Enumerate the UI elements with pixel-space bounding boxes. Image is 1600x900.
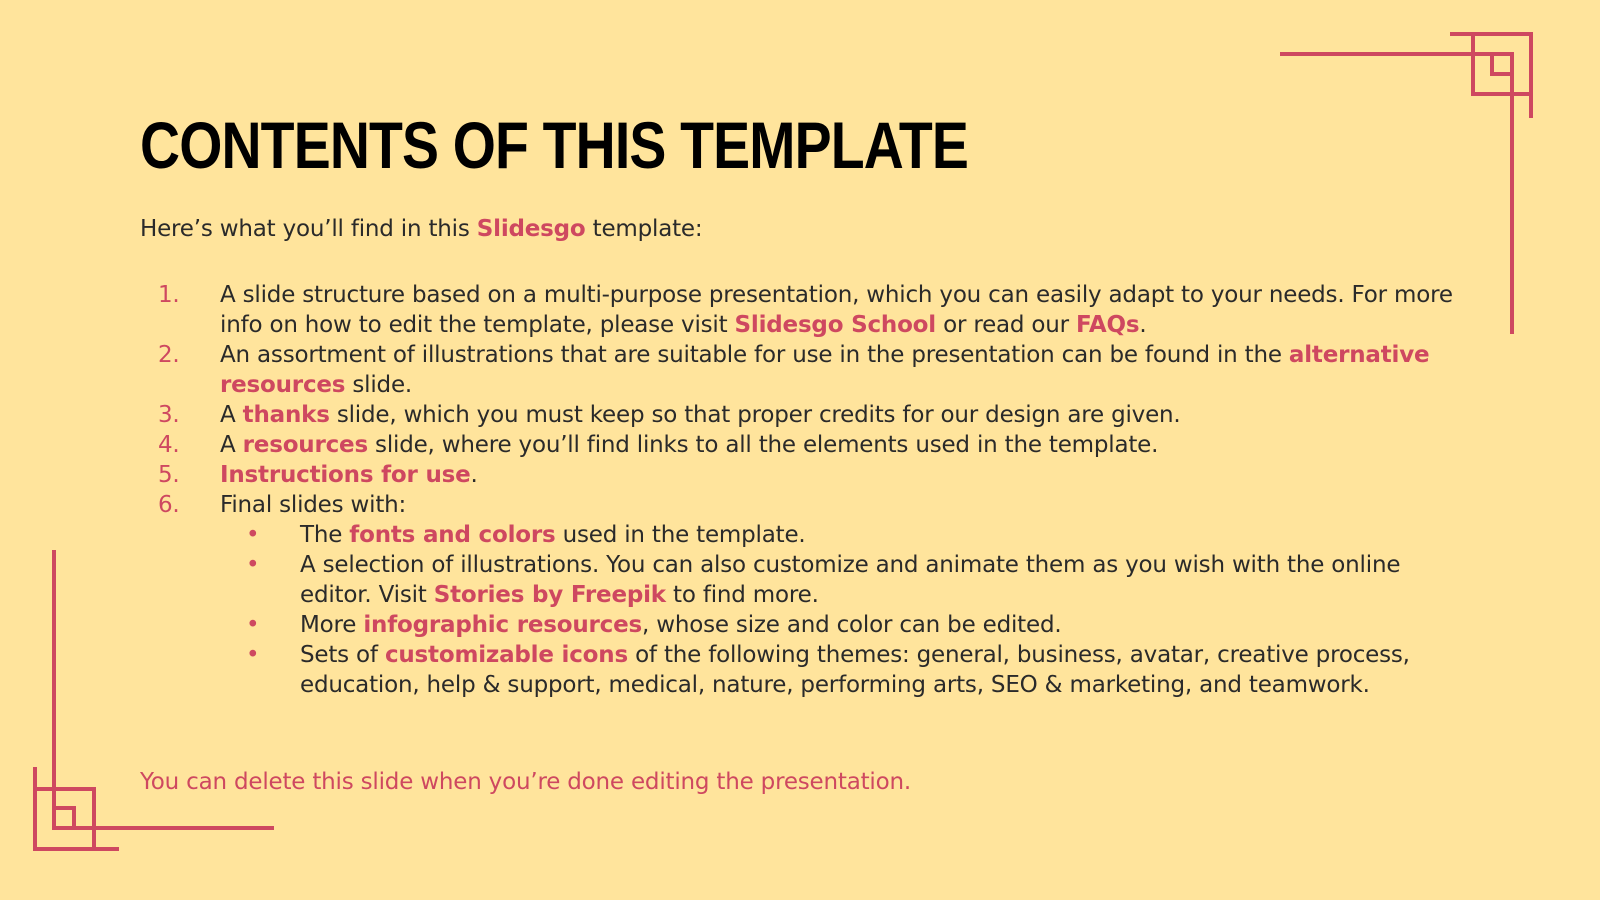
slide-title: CONTENTS OF THIS TEMPLATE [140, 108, 969, 182]
slidesgo-link[interactable]: Slidesgo [476, 216, 586, 242]
sublist-item [220, 640, 1470, 700]
list-item [140, 430, 1470, 460]
sublist-item-text: of the following themes: general, business, avatar, creative process, education, help & support, medical, nature, performing arts, SEO & marketing, and teamwork. [300, 642, 1410, 698]
resources-link[interactable]: resources [242, 432, 368, 458]
bullet-icon: • [246, 552, 260, 578]
list-item-text: slide, where you’ll find links to all the elements used in the template. [367, 432, 1159, 458]
sublist-item-text: used in the template. [555, 522, 806, 548]
slidesgo-school-link[interactable]: Slidesgo School [734, 312, 936, 338]
footer-note: You can delete this slide when you’re done editing the presentation. [140, 769, 911, 795]
list-item [140, 490, 1470, 700]
sublist-item [220, 610, 1470, 640]
list-item-text: A slide structure based on a multi-purpose presentation, which you can easily adapt to your needs. For more info on how to edit the template, please visit [220, 282, 1453, 338]
final-slides-sublist [220, 520, 1470, 700]
fonts-and-colors-link[interactable]: fonts and colors [349, 522, 556, 548]
instructions-for-use-link[interactable]: Instructions for use [220, 462, 471, 488]
list-item-text: slide. [345, 372, 413, 398]
list-item-text: . [470, 462, 478, 488]
list-number: 2. [158, 342, 180, 368]
bullet-icon: • [246, 642, 260, 668]
infographic-resources-link[interactable]: infographic resources [363, 612, 642, 638]
list-number: 3. [158, 402, 180, 428]
list-item [140, 460, 1470, 490]
intro-text-part: template: [585, 216, 703, 242]
list-item-text: or read our [935, 312, 1077, 338]
list-number: 6. [158, 492, 180, 518]
sublist-item-text: A selection of illustrations. You can also customize and animate them as you wish with the online editor. Visit [300, 552, 1401, 608]
faqs-link[interactable]: FAQs [1076, 312, 1140, 338]
list-item [140, 400, 1470, 430]
list-item-text: An assortment of illustrations that are suitable for use in the presentation can be found in the [220, 342, 1289, 368]
list-item-text: Final slides with: [220, 492, 407, 518]
stories-by-freepik-link[interactable]: Stories by Freepik [433, 582, 666, 608]
list-number: 1. [158, 282, 180, 308]
customizable-icons-link[interactable]: customizable icons [384, 642, 628, 668]
bullet-icon: • [246, 522, 260, 548]
list-item-text: slide, which you must keep so that proper credits for our design are given. [329, 402, 1181, 428]
sublist-item-text: to find more. [665, 582, 819, 608]
sublist-item [220, 520, 1470, 550]
sublist-item-text: More [300, 612, 364, 638]
slide-content [140, 214, 1470, 700]
sublist-item [220, 550, 1470, 610]
intro-text [140, 214, 1470, 244]
list-item [140, 340, 1470, 400]
list-item-text: . [1139, 312, 1147, 338]
alternative-resources-link[interactable]: alternative resources [220, 342, 1430, 398]
list-item-text: A [220, 402, 243, 428]
thanks-link[interactable]: thanks [242, 402, 330, 428]
intro-text-part: Here’s what you’ll find in this [140, 216, 477, 242]
list-item-text: A [220, 432, 243, 458]
sublist-item-text: , whose size and color can be edited. [641, 612, 1062, 638]
list-number: 4. [158, 432, 180, 458]
bullet-icon: • [246, 612, 260, 638]
sublist-item-text: The [300, 522, 350, 548]
list-item [140, 280, 1470, 340]
sublist-item-text: Sets of [300, 642, 385, 668]
contents-list [140, 280, 1470, 700]
list-number: 5. [158, 462, 180, 488]
